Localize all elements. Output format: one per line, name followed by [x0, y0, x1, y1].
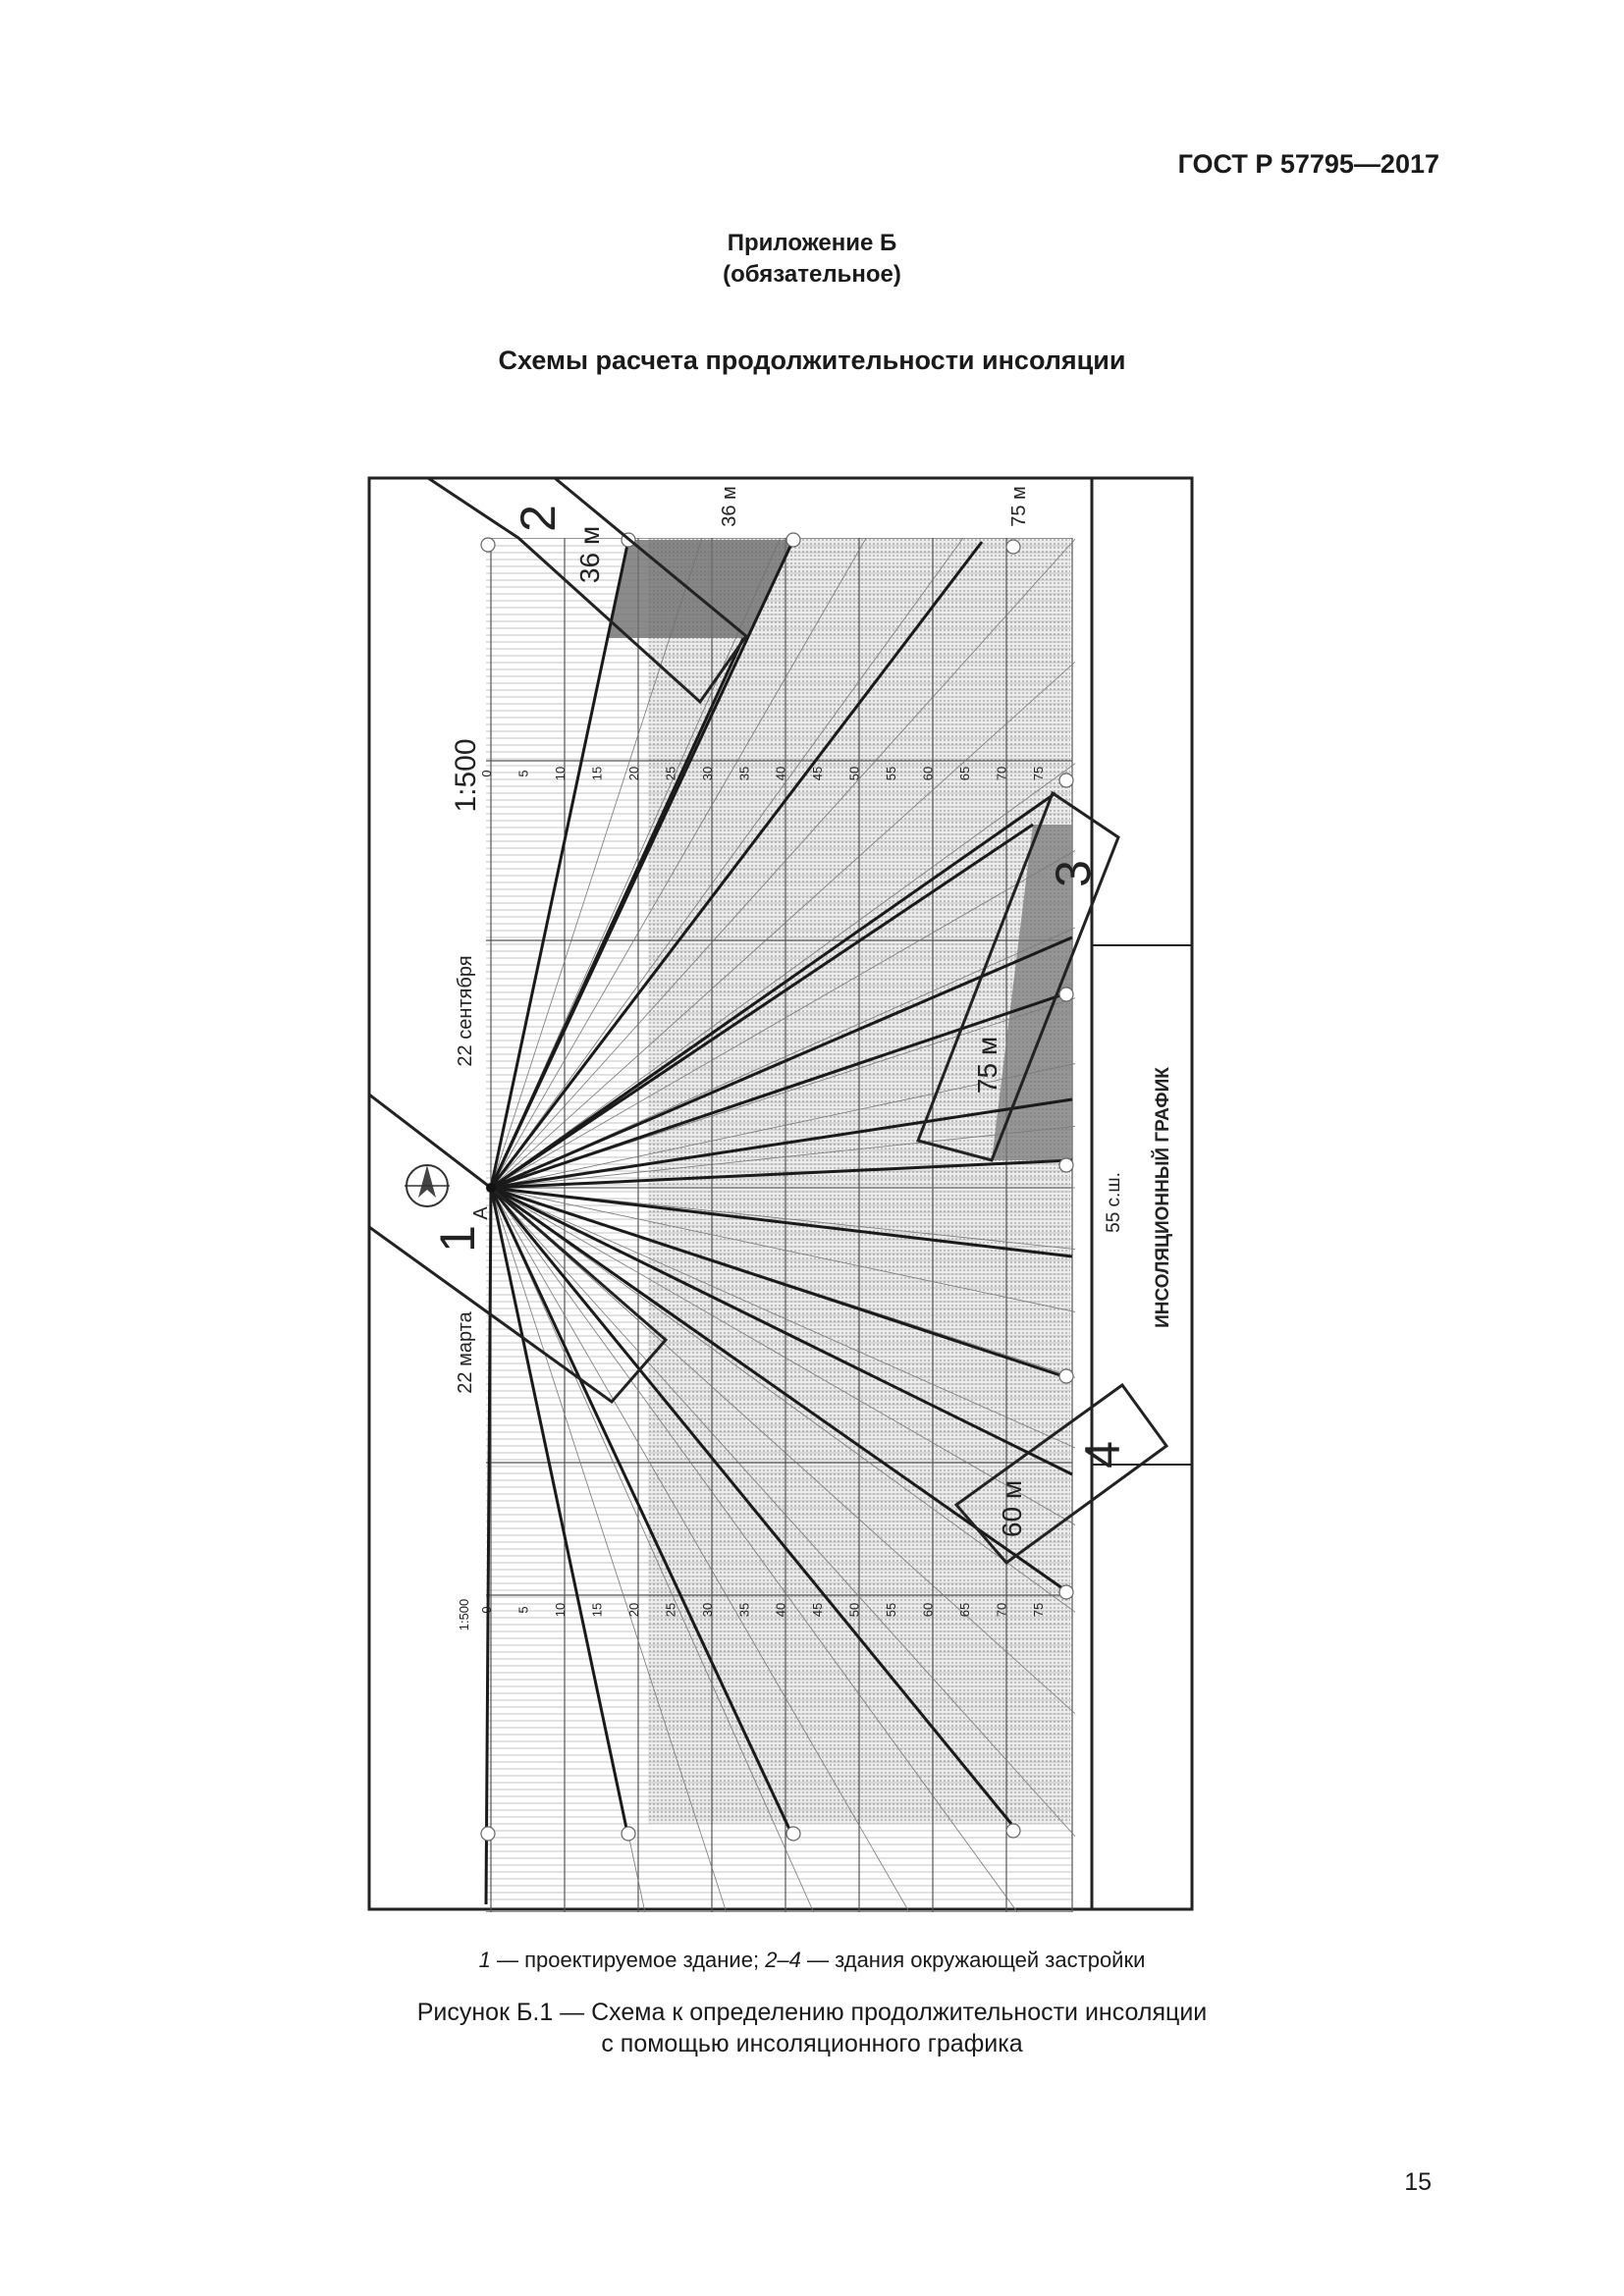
bottom-scale-tick-45: 45	[810, 1602, 826, 1618]
top-scale-tick-10: 10	[552, 766, 568, 781]
appendix-title: Приложение Б	[727, 230, 897, 256]
scale-label-top: 1:500	[450, 738, 482, 813]
bottom-scale-tick-15: 15	[589, 1602, 605, 1618]
latitude-label: 55 с.ш.	[1104, 1172, 1124, 1233]
date-autumn: 22 сентября	[455, 955, 476, 1067]
top-scale-tick-5: 5	[515, 770, 531, 777]
legend-item-1-text: — проектируемое здание;	[490, 1948, 766, 1972]
building-2-number: 2	[511, 505, 566, 532]
ray-origin-point	[486, 1183, 496, 1193]
bottom-scale-tick-0: 0	[479, 1606, 494, 1614]
bottom-scale-tick-5: 5	[515, 1606, 531, 1614]
legend-item-1-number: 1	[478, 1948, 491, 1972]
edge-label-36: 36 м	[719, 486, 740, 527]
appendix-status: (обязательное)	[723, 261, 901, 288]
top-scale-tick-50: 50	[846, 766, 862, 781]
bottom-scale-tick-20: 20	[625, 1602, 641, 1618]
section-title: Схемы расчета продолжительности инсоляции	[498, 346, 1126, 375]
top-scale-tick-75: 75	[1031, 766, 1046, 781]
top-scale-tick-40: 40	[773, 766, 788, 781]
top-scale-tick-35: 35	[736, 766, 752, 781]
date-spring: 22 марта	[455, 1311, 476, 1394]
caption-line-1: Рисунок Б.1 — Схема к определению продолжительности инсоляции	[416, 1999, 1208, 2026]
bottom-scale-tick-55: 55	[884, 1602, 899, 1618]
figure-legend	[0, 1948, 1624, 1973]
building-3-height: 75 м	[972, 1036, 1002, 1095]
north-arrow-icon	[405, 1165, 450, 1206]
building-4-height: 60 м	[997, 1479, 1027, 1538]
bottom-scale-tick-40: 40	[773, 1602, 788, 1618]
legend-item-2-number: 2–4	[765, 1948, 801, 1972]
bottom-scale-tick-30: 30	[699, 1602, 715, 1618]
building-1-number: 1	[430, 1225, 485, 1253]
top-scale-tick-45: 45	[810, 766, 826, 781]
top-scale-tick-65: 65	[957, 766, 973, 781]
bottom-scale-tick-65: 65	[957, 1602, 973, 1618]
top-scale-tick-55: 55	[884, 766, 899, 781]
figure-caption	[0, 1997, 1624, 2059]
bottom-scale-tick-60: 60	[920, 1602, 936, 1618]
bottom-scale-tick-35: 35	[736, 1602, 752, 1618]
bottom-scale-tick-10: 10	[552, 1602, 568, 1618]
standard-number: ГОСТ Р 57795—2017	[1177, 149, 1439, 179]
page-number: 15	[1404, 2168, 1432, 2196]
top-scale-tick-30: 30	[699, 766, 715, 781]
top-scale-tick-70: 70	[994, 766, 1009, 781]
top-scale-tick-60: 60	[920, 766, 936, 781]
caption-line-2: с помощью инсоляционного графика	[601, 2030, 1023, 2057]
top-scale-tick-15: 15	[589, 766, 605, 781]
building-2-height: 36 м	[574, 525, 605, 584]
building-4-number: 4	[1075, 1441, 1130, 1468]
top-scale-tick-20: 20	[625, 766, 641, 781]
graph-title: ИНСОЛЯЦИОННЫЙ ГРАФИК	[1153, 1067, 1173, 1328]
legend-item-2-text: — здания окружающей застройки	[800, 1948, 1146, 1972]
top-scale-tick-0: 0	[479, 770, 494, 777]
edge-label-75: 75 м	[1008, 486, 1030, 527]
bottom-scale-tick-50: 50	[846, 1602, 862, 1618]
top-scale-tick-25: 25	[663, 766, 678, 781]
bottom-scale-tick-75: 75	[1031, 1602, 1046, 1618]
building-3-number: 3	[1046, 860, 1101, 887]
point-a-label: А	[470, 1206, 492, 1220]
bottom-scale-tick-70: 70	[994, 1602, 1009, 1618]
bottom-scale-tick-25: 25	[663, 1602, 678, 1618]
scale-label-bottom: 1:500	[457, 1598, 471, 1631]
